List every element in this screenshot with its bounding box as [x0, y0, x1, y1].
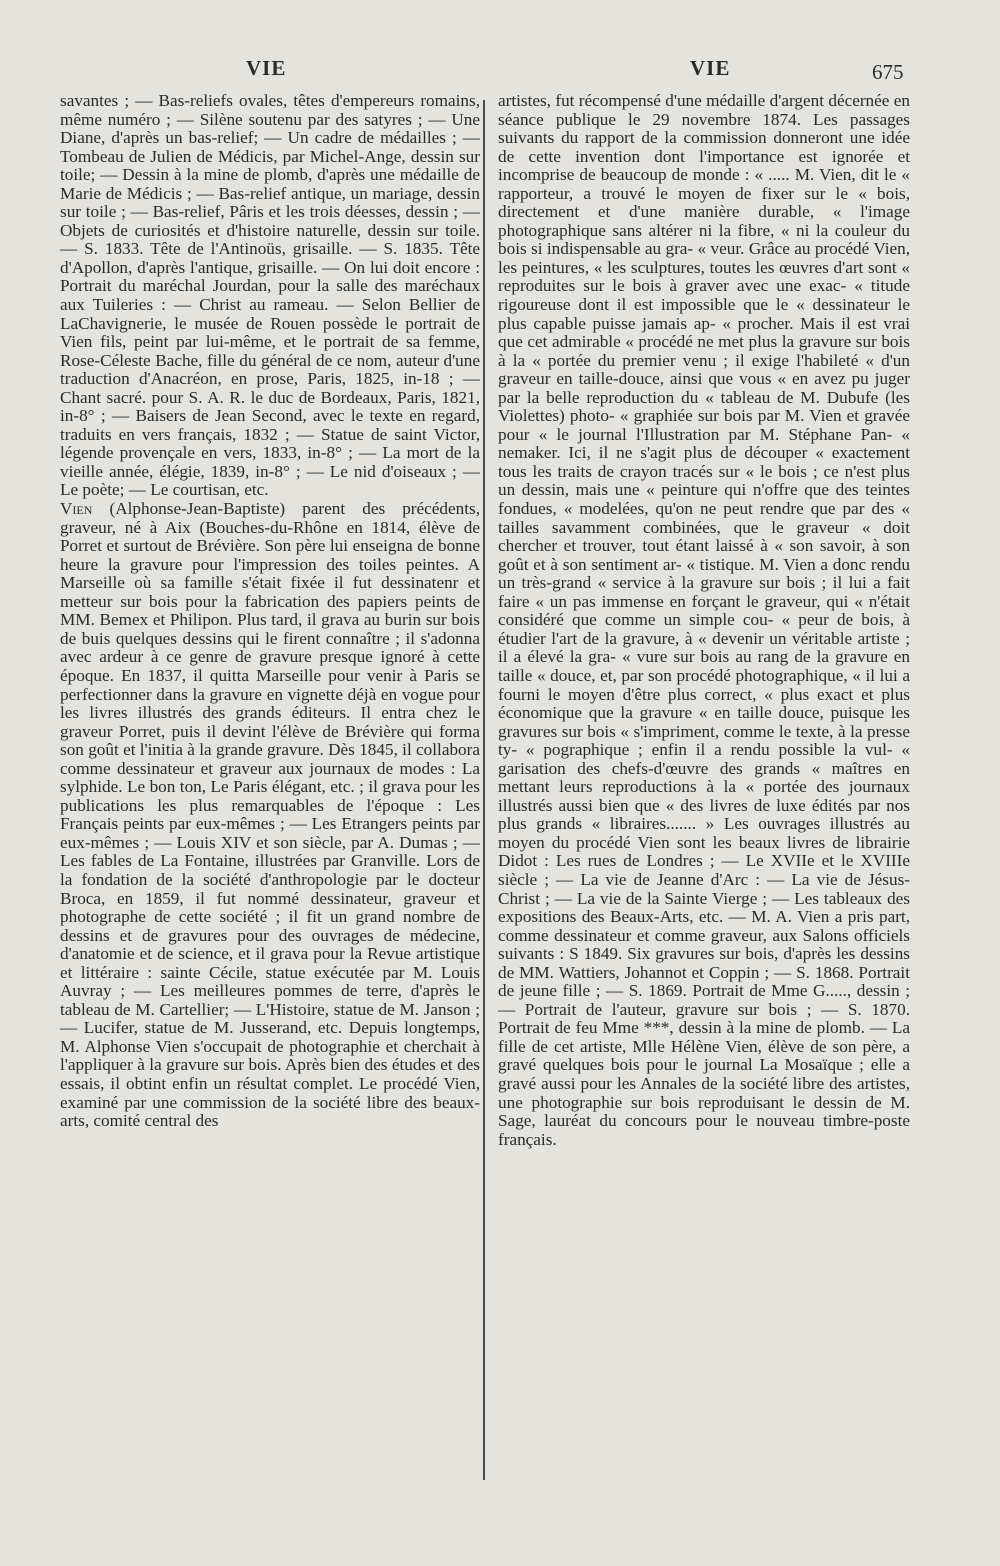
- right-column: [498, 92, 910, 1149]
- left-column: [60, 92, 480, 1131]
- page-number: 675: [872, 60, 904, 84]
- running-head-left: VIE: [246, 56, 287, 80]
- left-paragraph-1: savantes ; — Bas-reliefs ovales, têtes d'empereurs romains, même numéro ; — Silène soutenu par des satyres ; — Une Diane, d'après un bas-relief; — Un cadre de médailles ; — Tombeau de Julien de Médicis, par Michel-Ange, dessin sur toile; — Dessin à la mine de plomb, d'après une médaille de Marie de Médicis ; — Bas-relief antique, un mariage, dessin sur toile ; — Bas-relief, Pâris et les trois déesses, dessin ; — Objets de curiosités et d'histoire naturelle, dessin sur toile. — S. 1833. Tête de l'Antinoüs, grisaille. — S. 1835. Tête d'Apollon, d'après l'antique, grisaille. — On lui doit encore : Portrait du maréchal Jourdan, pour la salle des maréchaux aux Tuileries : — Christ au rameau. — Selon Bellier de LaChavignerie, le musée de Rouen possède le portrait de Vien fils, peint par lui-même, et le portrait de sa femme, Rose-Céleste Bache, fille du général de ce nom, auteur d'une traduction d'Anacréon, en prose, Paris, 1825, in-18 ; — Chant sacré. pour S. A. R. le duc de Bordeaux, Paris, 1821, in-8° ; — Baisers de Jean Second, avec le texte en regard, traduits en vers français, 1832 ; — Statue de saint Victor, légende provençale en vers, 1833, in-8° ; — La mort de la vieille année, élégie, 1839, in-8° ; — Le nid d'oiseaux ; — Le poète; — Le courtisan, etc.: [60, 91, 480, 500]
- entry-name: Vien: [60, 499, 93, 519]
- right-paragraph-1: artistes, fut récompensé d'une médaille d'argent décernée en séance publique le 29 novembre 1874. Les passages suivants du rapport de la commission donneront une idée de cette invention dont l'importance est ignorée et incomprise de beaucoup de monde : « ..... M. Vien, dit le « rapporteur, a trouvé le moyen de fixer sur le « bois, directement et d'une manière durable, « l'image photographique sans altérer ni la fibre, « ni la couleur du bois si indispensable au gra- « veur. Grâce au procédé Vien, les peintures, « les sculptures, toutes les œuvres d'art sont « reproduites sur le bois à graver avec une exac- « titude rigoureuse dont il est impossible que le « dessinateur le plus capable puisse jamais ap- « procher. Mais il est vrai que cet admirable « procédé ne met plus la gravure sur bois à la « portée du premier venu ; il exige l'habileté « d'un graveur en taille-douce, ainsi que vous « en avez pu juger par la belle reproduction du « tableau de M. Dubufe (les Violettes) photo- « graphiée sur bois par M. Vien et gravée pour « le journal l'Illustration par M. Stéphane Pan- « nemaker. Ici, il ne s'agit plus de découper « exactement tous les traits de crayon tracés sur « le bois ; ce n'est plus un dessin, mais une « peinture qui n'offre que des teintes fondues, « modelées, qu'on ne peut rendre que par des « tailles savamment combinées, que le graveur « doit chercher et trouver, tout étant laissé à « son savoir, à son goût et à son sentiment ar- « tistique. M. Vien a donc rendu un très-grand « service à la gravure sur bois ; il lui a fait faire « un pas immense en forçant le graveur, qui « n'était considéré que comme un simple cou- « peur de bois, à étudier l'art de la gravure, à « devenir un véritable artiste ; il a élevé la gra- « vure sur bois au rang de la gravure en taille « douce, et, par son procédé photographique, « il lui a fourni le moyen d'être plus correct, « plus exact et plus économique que la gravure « en taille douce, puisque les gravures sur bois « s'impriment, comme le texte, à la presse ty- « pographique ; enfin il a rendu possible la vul- « garisation des chefs-d'œuvre des grands « maîtres en mettant leurs reproductions à la « portée des journaux illustrés aussi bien que « des livres de luxe édités par nos plus grands « libraires....... » Les ouvrages illustrés au moyen du procédé Vien sont les beaux livres de librairie Didot : Les rues de Londres ; — Le XVIIe et le XVIIIe siècle ; — La vie de Jeanne d'Arc : — La vie de Jésus-Christ ; — La vie de la Sainte Vierge ; — Les tableaux des expositions des Beaux-Arts, etc. — M. A. Vien a pris part, comme dessinateur et comme graveur, aux Salons officiels suivants : S 1849. Six gravures sur bois, d'après les dessins de MM. Wattiers, Johannot et Coppin ; — S. 1868. Portrait de jeune fille ; — S. 1869. Portrait de Mme G....., dessin ; — Portrait de l'auteur, gravure sur bois ; — S. 1870. Portrait de feu Mme ***, dessin à la mine de plomb. — La fille de cet artiste, Mlle Hélène Vien, élève de son père, a gravé quelques bois pour le journal La Mosaïque ; elle a gravé aussi pour les Annales de la société libre des artistes, une photographie sur bois reproduisant le dessin de M. Sage, lauréat du concours pour le nouveau timbre-poste français.: [498, 91, 910, 1149]
- left-paragraph-2: [60, 500, 480, 1131]
- entry-body: (Alphonse-Jean-Baptiste) parent des précédents, graveur, né à Aix (Bouches-du-Rhône en 1814, élève de Porret et surtout de Brévière. Son père lui enseigna de bonne heure la gravure pour l'impression des toiles peintes. A Marseille où sa famille s'était fixée il fut dessinatenr et metteur sur bois pour la fabrication des papiers peints de MM. Bemex et Philipon. Plus tard, il grava au burin sur bois de buis quelques dessins qui le firent connaître ; il s'adonna avec ardeur à ce genre de gravure presque ignoré à cette époque. En 1837, il quitta Marseille pour venir à Paris se perfectionner dans la gravure en vignette déjà en vogue pour les livres illustrés des grands éditeurs. Il entra chez le graveur Porret, puis il devint l'élève de Brévière qui forma son goût et l'initia à la grande gravure. Dès 1845, il collabora comme dessinateur et graveur aux journaux de modes : La sylphide. Le bon ton, Le Paris élégant, etc. ; il grava pour les publications les plus remarquables de l'époque : Les Français peints par eux-mêmes ; — Les Etrangers peints par eux-mêmes ; — Louis XIV et son siècle, par A. Dumas ; — Les fables de La Fontaine, illustrées par Granville. Lors de la fondation de la société d'anthropologie par le docteur Broca, en 1859, il fut nommé dessinateur, graveur et photographe de cette société ; il fit un grand nombre de dessins et de gravures pour des ouvrages de médecine, d'anatomie et de science, et il grava pour la Revue artistique et littéraire : sainte Cécile, statue exécutée par M. Louis Auvray ; — Les meilleures pommes de terre, d'après le tableau de M. Cartellier; — L'Histoire, statue de M. Janson ; — Lucifer, statue de M. Jusserand, etc. Depuis longtemps, M. Alphonse Vien s'occupait de photographie et cherchait à l'appliquer à la gravure sur bois. Après bien des études et des essais, il obtint enfin un résultat complet. Le procédé Vien, examiné par une commission de la société libre des beaux-arts, comité central des: [60, 499, 480, 1131]
- column-divider: [483, 100, 485, 1480]
- running-head-right: VIE: [690, 56, 731, 80]
